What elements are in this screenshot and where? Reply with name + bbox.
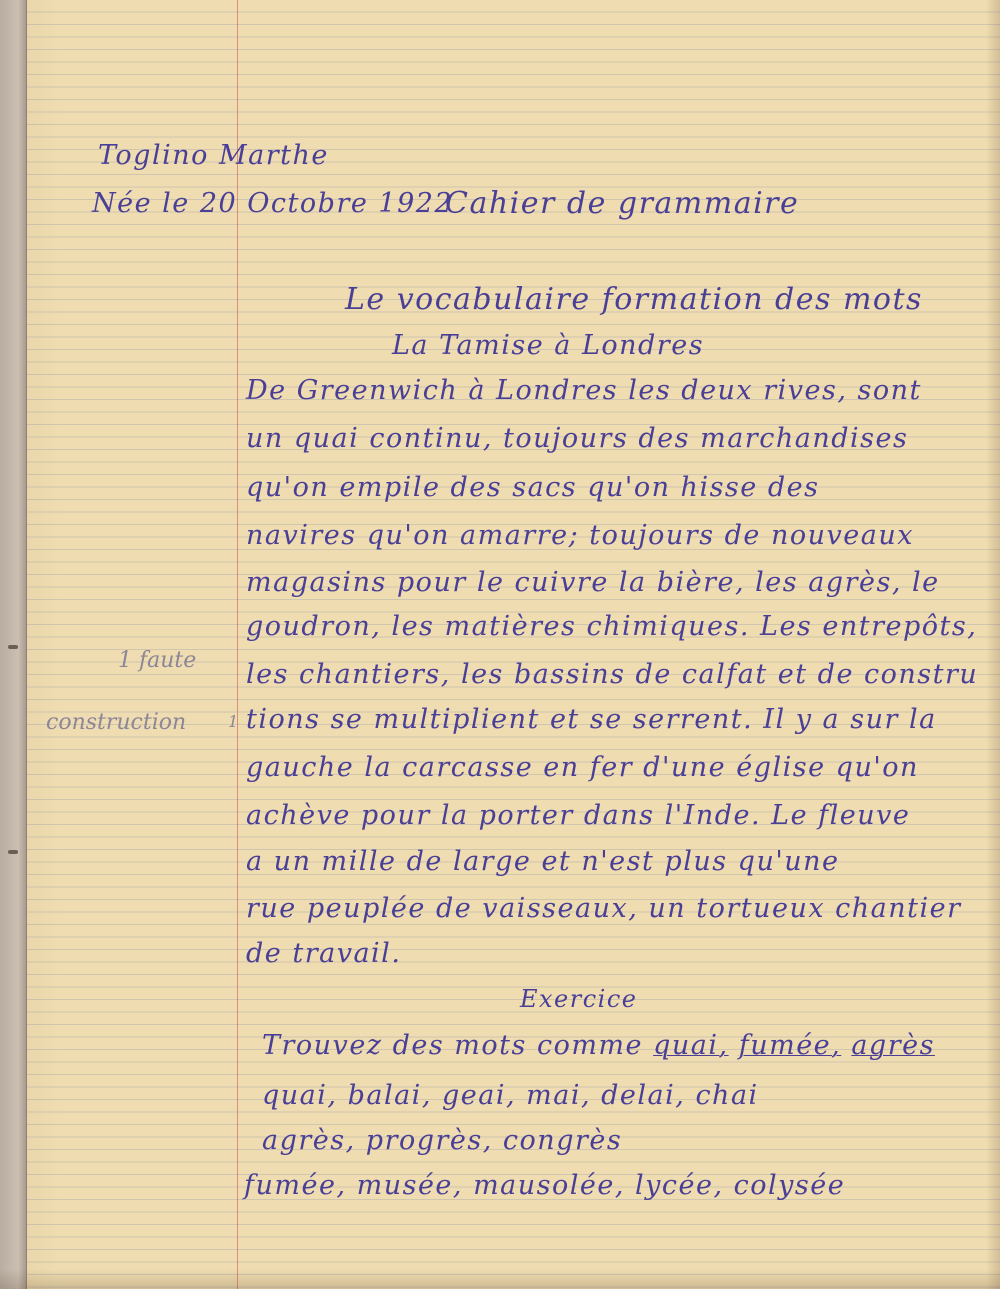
exercise-instruction <box>262 1030 935 1061</box>
notebook-title: Cahier de grammaire <box>445 186 800 221</box>
text-line: un quai continu, toujours des marchandises <box>246 423 909 454</box>
text-line: qu'on empile des sacs qu'on hisse des <box>246 472 820 503</box>
margin-tick: 1 <box>228 712 239 731</box>
staple <box>8 645 18 649</box>
exercise-title: Exercice <box>520 985 638 1013</box>
answer-line: fumée, musée, mausolée, lycée, colysée <box>244 1170 846 1201</box>
text-line: magasins pour le cuivre la bière, les agrès, le <box>246 567 940 598</box>
text-line: achève pour la porter dans l'Inde. Le fleuve <box>246 800 911 831</box>
example-word-fumee: fumée, <box>738 1030 842 1061</box>
text-line: a un mille de large et n'est plus qu'une <box>246 846 840 877</box>
text-line: rue peuplée de vaisseaux, un tortueux chantier <box>246 893 962 924</box>
lesson-subtitle: La Tamise à Londres <box>392 330 705 361</box>
answer-line: agrès, progrès, congrès <box>262 1125 623 1156</box>
text-line: navires qu'on amarre; toujours de nouveaux <box>246 520 914 551</box>
text-line: les chantiers, les bassins de calfat et de constru <box>246 659 979 690</box>
text-line: gauche la carcasse en fer d'une église qu'on <box>246 752 919 783</box>
instruction-prefix: Trouvez des mots comme <box>262 1030 644 1061</box>
staple <box>8 850 18 854</box>
student-name: Toglino Marthe <box>98 140 329 171</box>
notebook-cover-edge <box>0 0 27 1289</box>
example-word-quai: quai, <box>653 1030 729 1061</box>
text-line: tions se multiplient et se serrent. Il y a sur la <box>246 704 937 735</box>
text-line: de travail. <box>246 938 402 969</box>
lesson-title: Le vocabulaire formation des mots <box>345 282 923 317</box>
answer-line: quai, balai, geai, mai, delai, chai <box>262 1080 759 1111</box>
example-word-agres: agrès <box>851 1030 935 1061</box>
birth-date: Née le 20 Octobre 1922 <box>92 188 454 219</box>
text-line: goudron, les matières chimiques. Les entrepôts, <box>246 611 978 642</box>
page-bottom-shadow <box>0 1269 1000 1289</box>
margin-note-fault: 1 faute <box>118 648 197 673</box>
margin-note-correction: construction <box>46 710 187 735</box>
text-line: De Greenwich à Londres les deux rives, sont <box>246 375 922 406</box>
page-edge-shadow <box>986 0 1000 1289</box>
